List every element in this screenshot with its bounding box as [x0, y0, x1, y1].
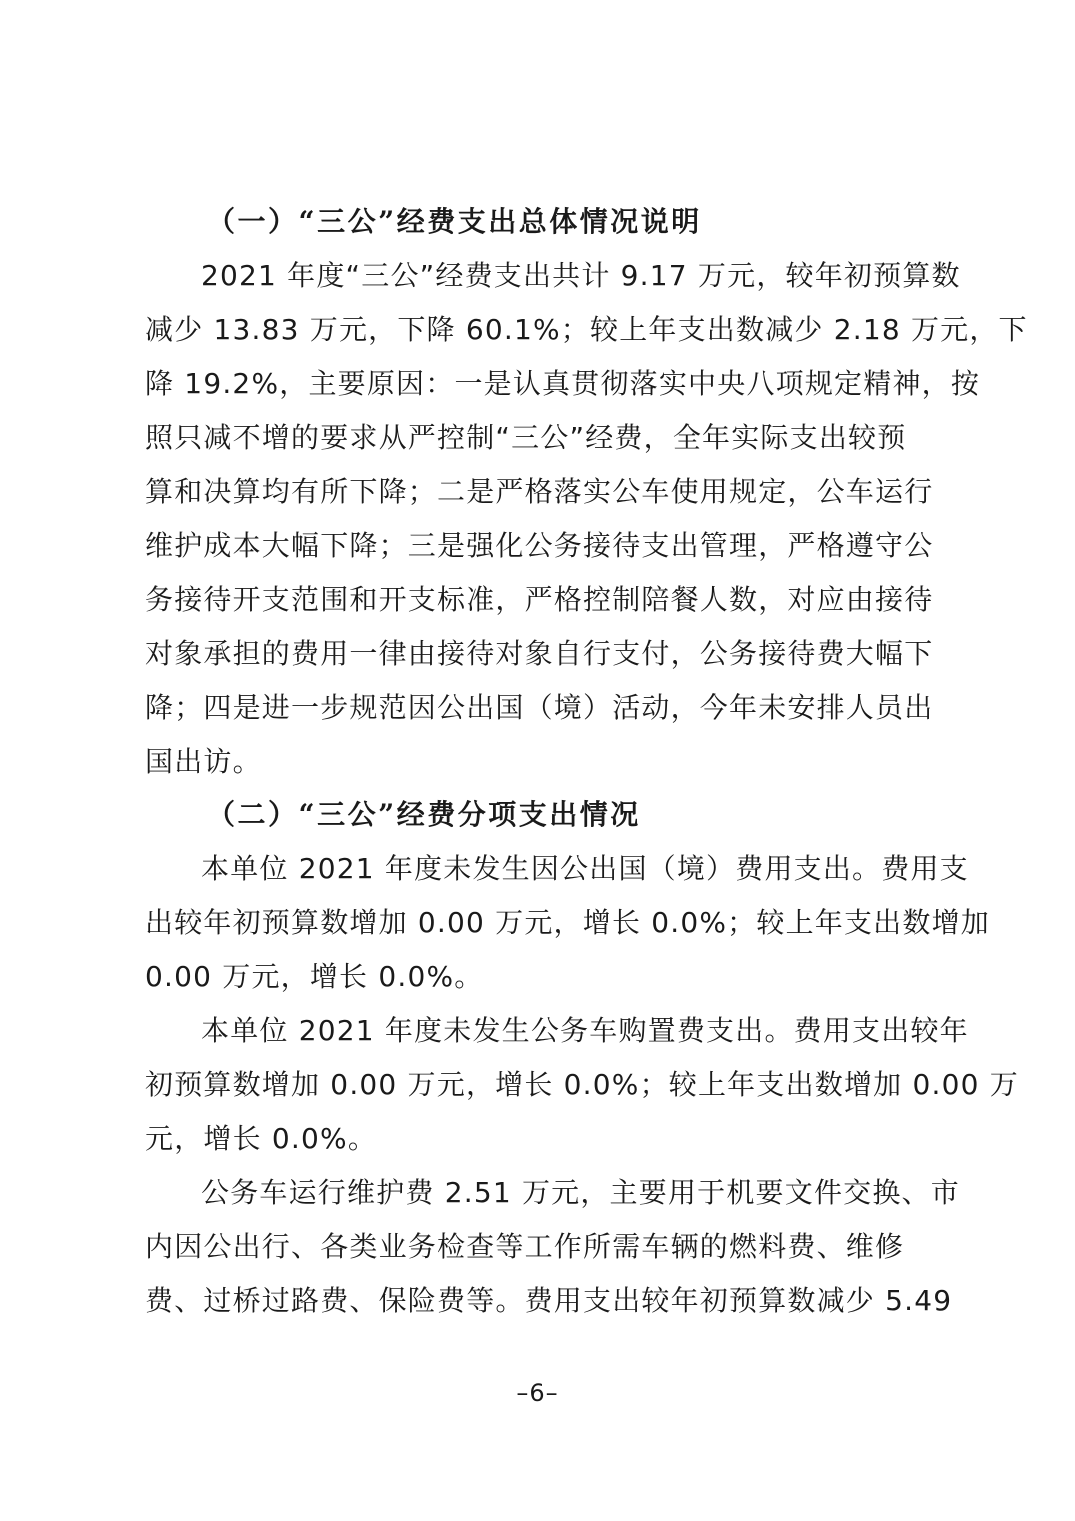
paragraph-line: 对象承担的费用一律由接待对象自行支付，公务接待费大幅下: [145, 637, 934, 670]
paragraph-line: 出较年初预算数增加 0.00 万元，增长 0.0%；较上年支出数增加: [145, 906, 990, 939]
paragraph-line: 务接待开支范围和开支标准，严格控制陪餐人数，对应由接待: [145, 583, 934, 616]
paragraph-line: 本单位 2021 年度未发生因公出国（境）费用支出。费用支: [201, 852, 969, 885]
paragraph-line: 国出访。: [145, 745, 262, 778]
paragraph-line: 降；四是进一步规范因公出国（境）活动，今年未安排人员出: [145, 691, 934, 724]
paragraph-line: 初预算数增加 0.00 万元，增长 0.0%；较上年支出数增加 0.00 万: [145, 1068, 1019, 1101]
paragraph-line: 本单位 2021 年度未发生公务车购置费支出。费用支出较年: [201, 1014, 969, 1047]
paragraph-line: 内因公出行、各类业务检查等工作所需车辆的燃料费、维修: [145, 1230, 905, 1263]
paragraph-line: 减少 13.83 万元，下降 60.1%；较上年支出数减少 2.18 万元，下: [145, 313, 1028, 346]
paragraph-line: 0.00 万元，增长 0.0%。: [145, 960, 484, 993]
paragraph-line: 公务车运行维护费 2.51 万元，主要用于机要文件交换、市: [201, 1176, 960, 1209]
paragraph-line: 算和决算均有所下降；二是严格落实公车使用规定，公车运行: [145, 475, 934, 508]
paragraph-line: 维护成本大幅下降；三是强化公务接待支出管理，严格遵守公: [145, 529, 934, 562]
section-heading-1: （一）“三公”经费支出总体情况说明: [207, 205, 702, 238]
paragraph-line: 2021 年度“三公”经费支出共计 9.17 万元，较年初预算数: [201, 259, 961, 292]
page-number: –6–: [516, 1379, 559, 1407]
paragraph-line: 元，增长 0.0%。: [145, 1122, 378, 1155]
paragraph-line: 费、过桥过路费、保险费等。费用支出较年初预算数减少 5.49: [145, 1284, 953, 1317]
paragraph-line: 照只减不增的要求从严控制“三公”经费，全年实际支出较预: [145, 421, 907, 454]
section-heading-2: （二）“三公”经费分项支出情况: [207, 798, 641, 831]
paragraph-line: 降 19.2%，主要原因：一是认真贯彻落实中央八项规定精神，按: [145, 367, 981, 400]
